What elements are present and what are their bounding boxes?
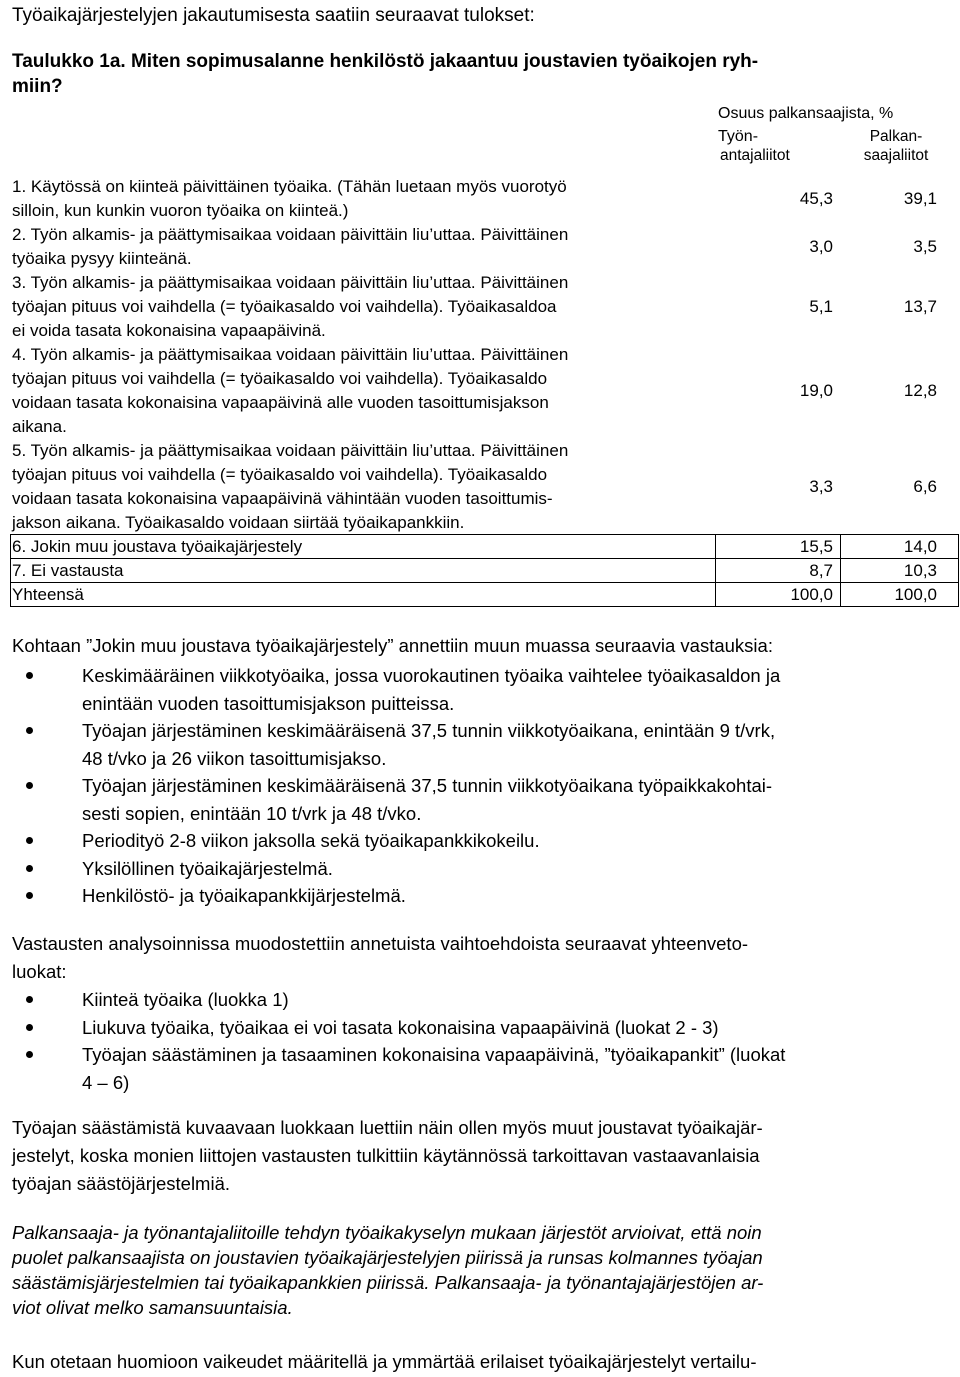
list-item-line: 48 t/vko ja 26 viikon tasoittumisjakso. <box>82 747 387 769</box>
table-row <box>10 175 959 223</box>
table-row <box>10 559 959 583</box>
list-item-line: Työajan säästäminen ja tasaaminen kokonaisina vapaapäivinä, ”työaikapankit” (luokat <box>82 1044 786 1065</box>
row-label-line: työajan pituus voi vaihdella (= työaikasaldo voi vaihdella). Työaikasaldo <box>12 369 548 388</box>
bullet-icon <box>26 727 33 734</box>
para3-line-2: jestelyt, koska monien liittojen vastausten tulkittiin käytännössä tarkoittavan vastaavanlaisia <box>12 1145 760 1166</box>
header-employer-unions <box>718 127 828 165</box>
row-label-line: työajan pituus voi vaihdella (= työaikasaldo voi vaihdella). Työaikasaldoa <box>12 297 557 316</box>
list-item-line: Työajan järjestäminen keskimääräisenä 37,5 tunnin viikkotyöaikana työpaikkakohtai- <box>82 775 773 796</box>
value-wage-earner-unions: 13,7 <box>903 297 937 316</box>
table-row <box>10 583 959 607</box>
bullet-icon <box>26 837 33 844</box>
row-label <box>12 439 702 535</box>
table-column-rule <box>10 535 11 607</box>
bullet-icon <box>26 1051 33 1058</box>
row-label-line: 1. Käytössä on kiinteä päivittäinen työaika. (Tähän luetaan myös vuorotyö <box>12 177 567 196</box>
value-employer-unions: 5,1 <box>809 297 833 316</box>
caption-line-2: miin? <box>12 76 63 97</box>
value-employer-unions: 3,0 <box>809 237 833 256</box>
table-caption <box>12 49 912 99</box>
row-label-line: ei voida tasata kokonaisina vapaapäivinä. <box>12 321 326 340</box>
row-label-line: voidaan tasata kokonaisina vapaapäivinä alle vuoden tasoittumisjakson <box>12 393 549 412</box>
row-label <box>12 271 702 343</box>
value-wage-earner-unions: 10,3 <box>903 561 937 580</box>
paragraph-other-answers: Kohtaan ”Jokin muu joustava työaikajärjestely” annettiin muun muassa seuraavia vastauksia: <box>12 635 773 656</box>
caption-line-1: Taulukko 1a. Miten sopimusalanne henkilöstö jakaantuu joustavien työaikojen ryh- <box>12 51 759 72</box>
table-column-rule <box>715 535 716 607</box>
list-item-line: 4 – 6) <box>82 1071 130 1093</box>
list-item-line: Työajan järjestäminen keskimääräisenä 37,5 tunnin viikkotyöaikana, enintään 9 t/vrk, <box>82 720 776 741</box>
row-label-line: 7. Ei vastausta <box>12 561 124 580</box>
para4-line-3: säästämisjärjestelmien tai työaikapankkien piirissä. Palkansaaja- ja työnantajajärjestöjen ar- <box>12 1272 764 1293</box>
para2-line-2: luokat: <box>12 961 67 982</box>
row-label-line: työajan pituus voi vaihdella (= työaikasaldo voi vaihdella). Työaikasaldo <box>12 465 548 484</box>
row-label <box>12 223 702 271</box>
paragraph-survey-estimate <box>12 1220 948 1320</box>
table-rule <box>10 582 959 583</box>
bullet-icon <box>26 1024 33 1031</box>
list-item-line: Periodityö 2-8 viikon jaksolla sekä työaikapankkikokeilu. <box>82 830 540 851</box>
table-rule <box>10 606 959 607</box>
bullet-icon <box>26 892 33 899</box>
header-wage-line-2: saajaliitot <box>863 147 929 164</box>
list-item <box>12 1041 952 1096</box>
para3-line-3: työajan säästöjärjestelmiä. <box>12 1173 230 1194</box>
list-item <box>12 855 952 883</box>
row-label <box>12 535 702 559</box>
list-item <box>12 772 952 827</box>
list-item <box>12 827 952 855</box>
row-label-line: 3. Työn alkamis- ja päättymisaikaa voidaan päivittäin liu’uttaa. Päivittäinen <box>12 273 569 292</box>
table-row <box>10 271 959 343</box>
list-item <box>12 986 952 1014</box>
para4-line-2: puolet palkansaajista on joustavien työaikajärjestelyjen piirissä ja runsas kolmannes työajan <box>12 1247 763 1268</box>
table-row <box>10 223 959 271</box>
table-rule <box>10 534 959 535</box>
paragraph-summary-classes <box>12 930 948 986</box>
value-employer-unions: 100,0 <box>790 585 833 604</box>
bullet-list-classes <box>12 986 952 1096</box>
list-item <box>12 882 952 910</box>
list-item-line: sesti sopien, enintään 10 t/vrk ja 48 t/vko. <box>82 802 422 824</box>
value-wage-earner-unions: 100,0 <box>894 585 937 604</box>
value-employer-unions: 15,5 <box>799 537 833 556</box>
list-item-line: Keskimääräinen viikkotyöaika, jossa vuorokautinen työaika vaihtelee työaikasaldon ja <box>82 665 781 686</box>
para3-line-1: Työajan säästämistä kuvaavaan luokkaan luettiin näin ollen myös muut joustavat työaikajär- <box>12 1117 763 1138</box>
row-label-line: 4. Työn alkamis- ja päättymisaikaa voidaan päivittäin liu’uttaa. Päivittäinen <box>12 345 569 364</box>
paragraph-classification <box>12 1114 948 1198</box>
row-label <box>12 343 702 439</box>
list-item-line: Henkilöstö- ja työaikapankkijärjestelmä. <box>82 885 406 906</box>
bullet-icon <box>26 782 33 789</box>
row-label <box>12 175 702 223</box>
row-label-line: työaika pysyy kiinteänä. <box>12 249 192 268</box>
table-rule <box>10 558 959 559</box>
bullet-icon <box>26 865 33 872</box>
value-wage-earner-unions: 14,0 <box>903 537 937 556</box>
list-item-line: Yksilöllinen työaikajärjestelmä. <box>82 857 333 879</box>
row-label-line: silloin, kun kunkin vuoron työaika on kiinteä.) <box>12 201 349 220</box>
list-item-line: Liukuva työaika, työaikaa ei voi tasata kokonaisina vapaapäivinä (luokat 2 - 3) <box>82 1016 719 1038</box>
list-item <box>12 717 952 772</box>
list-item-line: enintään vuoden tasoittumisjakson puitteissa. <box>82 692 455 714</box>
value-employer-unions: 8,7 <box>809 561 833 580</box>
row-label-line: jakson aikana. Työaikasaldo voidaan siirtää työaikapankkiin. <box>12 513 465 532</box>
header-wage-line-1: Palkan- <box>869 128 923 145</box>
row-label <box>12 559 702 583</box>
table-column-rule <box>840 535 841 607</box>
value-wage-earner-unions: 39,1 <box>903 189 937 208</box>
value-wage-earner-unions: 3,5 <box>913 237 937 256</box>
row-label-line: Yhteensä <box>12 585 84 604</box>
intro-text: Työaikajärjestelyjen jakautumisesta saatiin seuraavat tulokset: <box>12 5 535 26</box>
row-label-line: voidaan tasata kokonaisina vapaapäivinä vähintään vuoden tasoittumis- <box>12 489 553 508</box>
paragraph-final: Kun otetaan huomioon vaikeudet määritellä ja ymmärtää erilaiset työaikajärjestelyt vertailu- <box>12 1351 757 1372</box>
row-label <box>12 583 702 607</box>
list-item-line: Kiinteä työaika (luokka 1) <box>82 989 289 1010</box>
data-table <box>10 175 959 607</box>
para2-line-1: Vastausten analysoinnissa muodostettiin annetuista vaihtoehdoista seuraavat yhteenveto- <box>12 933 749 954</box>
list-item <box>12 1014 952 1042</box>
value-wage-earner-unions: 12,8 <box>903 381 937 400</box>
row-label-line: 6. Jokin muu joustava työaikajärjestely <box>12 537 303 556</box>
header-employer-line-2: antajaliitot <box>720 147 790 164</box>
bullet-list-answers <box>12 662 952 910</box>
table-row <box>10 343 959 439</box>
header-share-of-employees: Osuus palkansaajista, % <box>718 105 894 122</box>
value-employer-unions: 3,3 <box>809 477 833 496</box>
header-employer-line-1: Työn- <box>718 128 759 145</box>
value-employer-unions: 45,3 <box>799 189 833 208</box>
value-wage-earner-unions: 6,6 <box>913 477 937 496</box>
para4-line-4: viot olivat melko samansuuntaisia. <box>12 1297 293 1318</box>
row-label-line: 5. Työn alkamis- ja päättymisaikaa voidaan päivittäin liu’uttaa. Päivittäinen <box>12 441 569 460</box>
header-wage-earner-unions <box>840 127 952 165</box>
list-item <box>12 662 952 717</box>
table-row <box>10 535 959 559</box>
bullet-icon <box>26 996 33 1003</box>
table-row <box>10 439 959 535</box>
table-column-rule <box>958 535 959 607</box>
value-employer-unions: 19,0 <box>799 381 833 400</box>
para4-line-1: Palkansaaja- ja työnantajaliitoille tehdyn työaikakyselyn mukaan järjestöt arvioivat, että noin <box>12 1222 762 1243</box>
row-label-line: 2. Työn alkamis- ja päättymisaikaa voidaan päivittäin liu’uttaa. Päivittäinen <box>12 225 569 244</box>
bullet-icon <box>26 672 33 679</box>
row-label-line: aikana. <box>12 417 67 436</box>
